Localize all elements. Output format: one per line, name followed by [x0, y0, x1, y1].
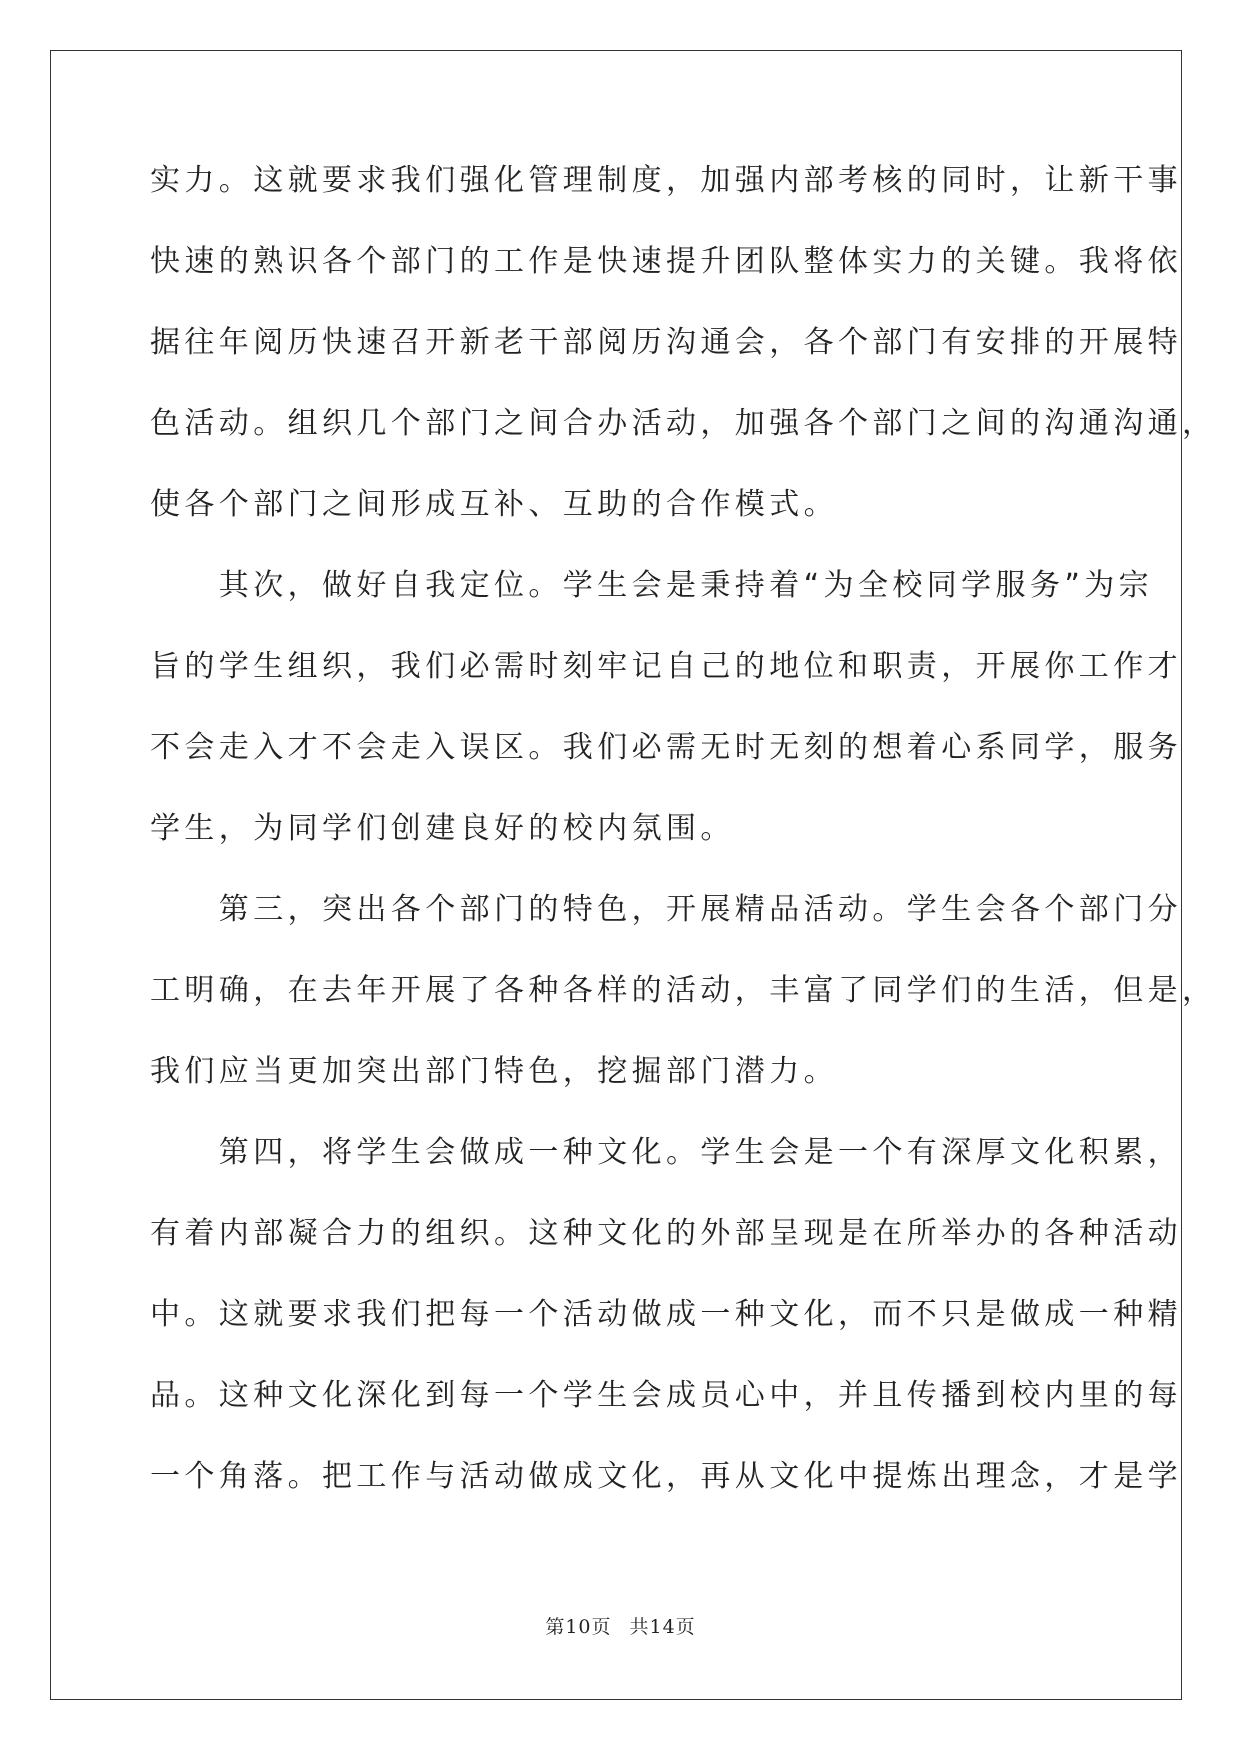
text-line: 中。这就要求我们把每一个活动做成一种文化，而不只是做成一种精 — [150, 1297, 1182, 1332]
current-page-number: 第10页 — [545, 1616, 612, 1638]
text-line: 快速的熟识各个部门的工作是快速提升团队整体实力的关键。我将依 — [150, 244, 1182, 279]
text-line: 实力。这就要求我们强化管理制度，加强内部考核的同时，让新干事 — [150, 163, 1182, 198]
text-line: 我们应当更加突出部门特色，挖掘部门潜力。 — [150, 1054, 838, 1089]
text-line: 旨的学生组织，我们必需时刻牢记自己的地位和职责，开展你工作才 — [150, 649, 1182, 684]
text-line: 一个角落。把工作与活动做成文化，再从文化中提炼出理念，才是学 — [150, 1459, 1182, 1494]
text-line: 使各个部门之间形成互补、互助的合作模式。 — [150, 487, 838, 522]
text-line: 品。这种文化深化到每一个学生会成员心中，并且传播到校内里的每 — [150, 1378, 1182, 1413]
text-line: 有着内部凝合力的组织。这种文化的外部呈现是在所举办的各种活动 — [150, 1216, 1182, 1251]
document-body — [150, 140, 1217, 1517]
text-line: 据往年阅历快速召开新老干部阅历沟通会，各个部门有安排的开展特 — [150, 325, 1182, 360]
page-footer — [0, 1612, 1241, 1639]
text-line: 第三，突出各个部门的特色，开展精品活动。学生会各个部门分 — [150, 892, 1182, 927]
text-line: 不会走入才不会走入误区。我们必需无时无刻的想着心系同学，服务 — [150, 730, 1182, 765]
text-line: 工明确，在去年开展了各种各样的活动，丰富了同学们的生活，但是， — [150, 973, 1217, 1008]
text-line: 色活动。组织几个部门之间合办活动，加强各个部门之间的沟通沟通， — [150, 406, 1217, 441]
text-line: 第四，将学生会做成一种文化。学生会是一个有深厚文化积累， — [150, 1135, 1182, 1170]
text-line: 学生，为同学们创建良好的校内氛围。 — [150, 811, 735, 846]
total-pages: 共14页 — [629, 1616, 696, 1638]
text-line: 其次，做好自我定位。学生会是秉持着“为全校同学服务”为宗 — [150, 568, 1154, 603]
